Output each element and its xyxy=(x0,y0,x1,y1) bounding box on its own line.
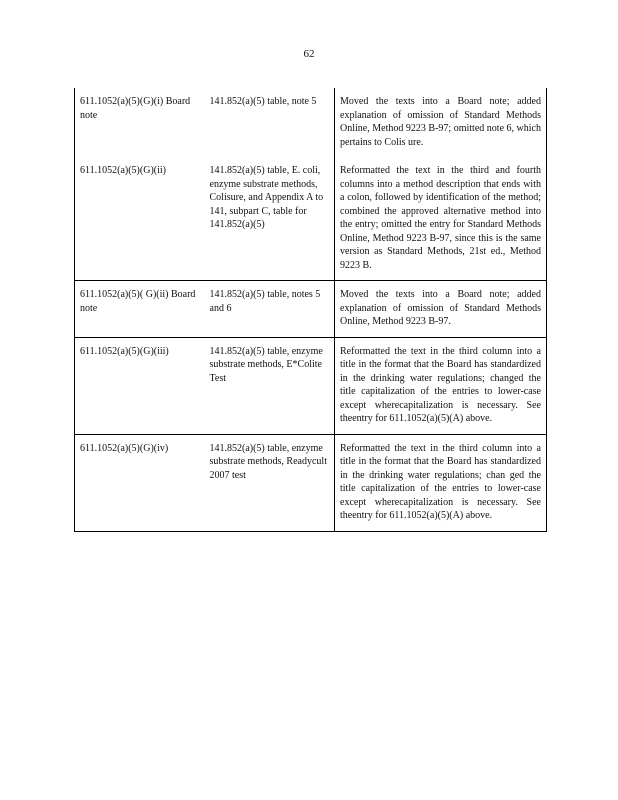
table-row xyxy=(75,281,547,338)
section-cell: 611.1052(a)(5)( G)(ii) Board note xyxy=(75,281,205,338)
source-cell: 141.852(a)(5) table, enzyme substrate methods, Readycult 2007 test xyxy=(205,434,335,531)
table-row xyxy=(75,157,547,281)
source-cell: 141.852(a)(5) table, enzyme substrate methods, E*Colite Test xyxy=(205,337,335,434)
source-cell: 141.852(a)(5) table, E. coli, enzyme substrate methods, Colisure, and Appendix A to 141, subpart C, table for 141.852(a)(5) xyxy=(205,157,335,281)
section-cell: 611.1052(a)(5)(G)(iii) xyxy=(75,337,205,434)
change-cell: Reformatted the text in the third column into a title in the format that the Board has standardized in the drinking water regulations; changed the title capitalization of the entries to lower-case except wherecapitalization is necessary. See theentry for 611.1052(a)(5)(A) above. xyxy=(335,337,547,434)
section-cell: 611.1052(a)(5)(G)(ii) xyxy=(75,157,205,281)
source-cell: 141.852(a)(5) table, notes 5 and 6 xyxy=(205,281,335,338)
section-cell: 611.1052(a)(5)(G)(i) Board note xyxy=(75,88,205,157)
change-cell: Reformatted the text in the third and fourth columns into a method description that ends with a colon, followed by identification of the method; combined the approved alternative method into the entry; omitted the entry for Standard Methods Online, Method 9223 B-97, since this is the same version as Standard Methods, 21st ed., Method 9223 B. xyxy=(335,157,547,281)
table-row xyxy=(75,434,547,531)
section-changes-table xyxy=(74,88,547,532)
table-row xyxy=(75,337,547,434)
page-number: 62 xyxy=(303,48,315,60)
change-cell: Moved the texts into a Board note; added explanation of omission of Standard Methods Online, Method 9223 B-97. xyxy=(335,281,547,338)
table-row xyxy=(75,88,547,157)
source-cell: 141.852(a)(5) table, note 5 xyxy=(209,96,317,107)
change-cell: Reformatted the text in the third column into a title in the format that the Board has standardized in the drinking water regulations; chan ged the title capitalization of the entries to lower-case except wherecapitalization is necessary. See theentry for 611.1052(a)(5)(A) above. xyxy=(335,434,547,531)
section-cell: 611.1052(a)(5)(G)(iv) xyxy=(75,434,205,531)
change-cell: Moved the texts into a Board note; added explanation of omission of Standard Methods Online, Method 9223 B-97; omitted note 6, which pertains to Colis ure. xyxy=(335,88,547,157)
